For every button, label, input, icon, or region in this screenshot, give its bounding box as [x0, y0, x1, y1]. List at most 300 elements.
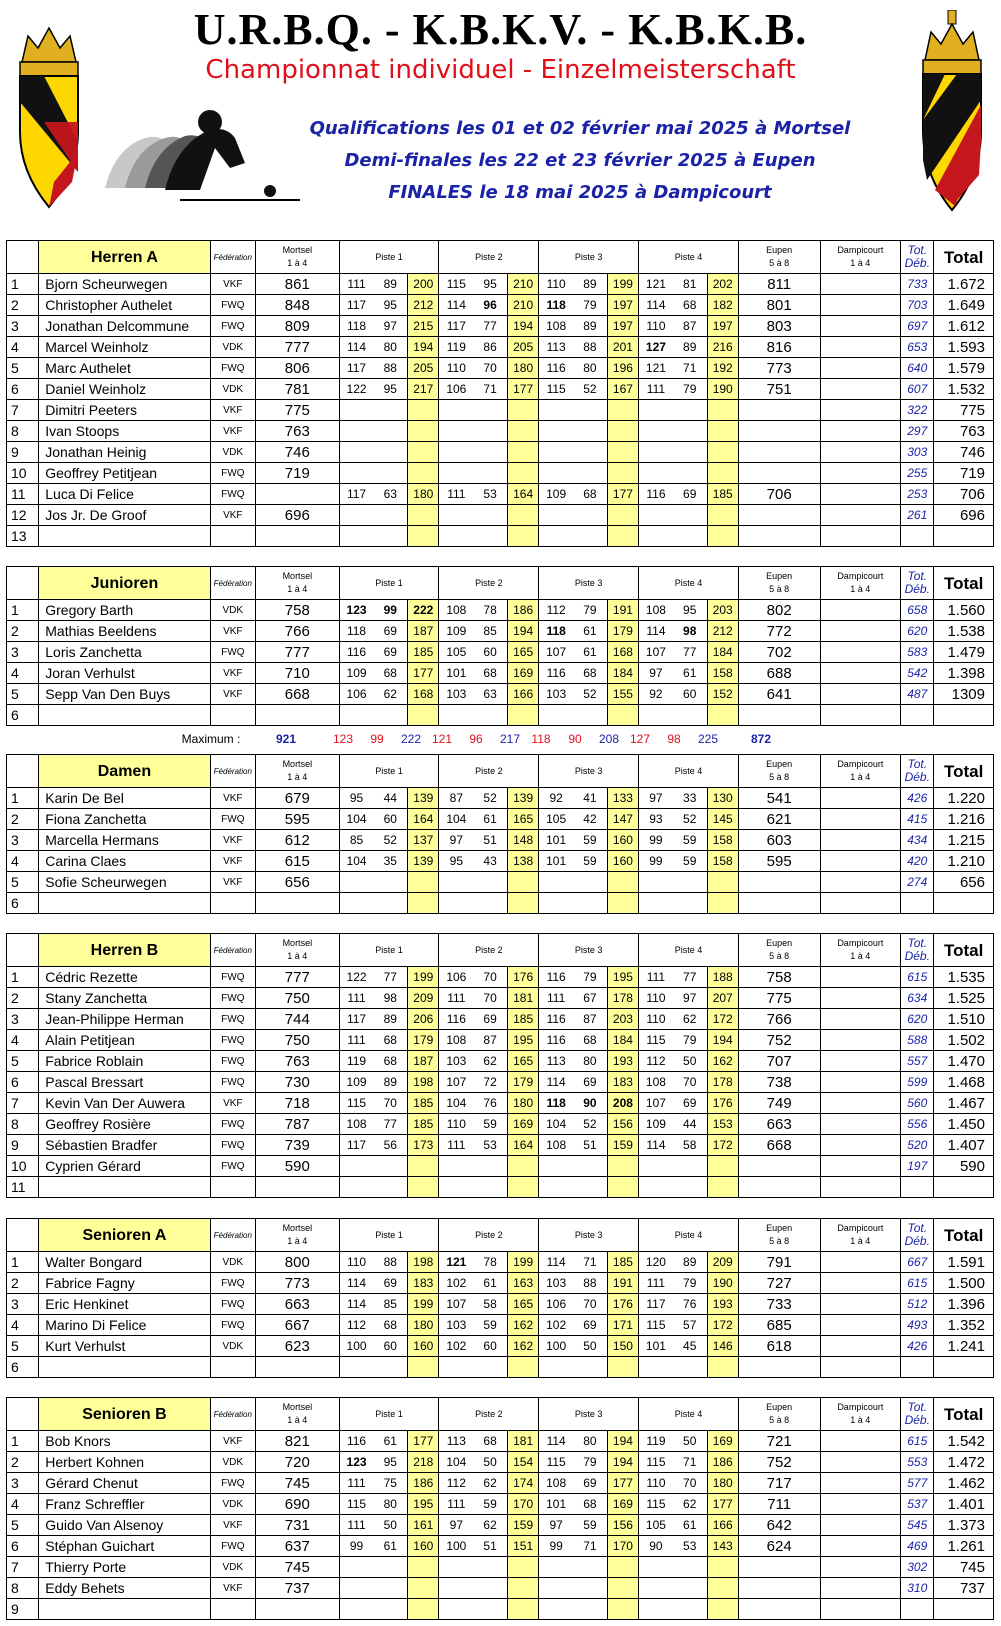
tot-deb-score: 620: [901, 1009, 934, 1030]
header-dampicourt: [820, 567, 901, 600]
piste-subtotal: [707, 1557, 738, 1578]
federation-cell: VKF: [210, 400, 255, 421]
dampicourt-score: [820, 1315, 901, 1336]
piste-score: 42: [573, 809, 607, 830]
piste-score: 111: [339, 1515, 373, 1536]
mortsel-score: [255, 893, 339, 914]
piste-subtotal: 156: [607, 1114, 638, 1135]
piste-score: 50: [473, 1452, 507, 1473]
piste-subtotal: 174: [507, 1473, 538, 1494]
eupen-score: 802: [738, 600, 820, 621]
dampicourt-score: [820, 1515, 901, 1536]
piste-subtotal: [707, 505, 738, 526]
header-eupen-text: Eupen: [766, 245, 793, 255]
player-name: [39, 1357, 210, 1378]
header-piste3-text: Piste 3: [574, 1229, 603, 1240]
piste-score: [373, 400, 407, 421]
piste-score: 115: [439, 274, 473, 295]
tot-deb-score: 542: [901, 663, 934, 684]
piste-score: [473, 1578, 507, 1599]
piste-score: 119: [439, 337, 473, 358]
total-score: [934, 526, 994, 547]
piste-score: [339, 463, 373, 484]
tot-deb-score: 469: [901, 1536, 934, 1557]
piste-score: 58: [673, 1135, 707, 1156]
mortsel-score: 739: [255, 1135, 339, 1156]
piste-score: 119: [639, 1431, 673, 1452]
piste-score: 79: [573, 967, 607, 988]
piste-subtotal: 148: [507, 830, 538, 851]
total-score: 775: [934, 400, 994, 421]
federation-cell: FWQ: [210, 1051, 255, 1072]
total-score: 1.407: [934, 1135, 994, 1156]
eupen-score: [738, 421, 820, 442]
piste-score: 115: [639, 1030, 673, 1051]
piste-score: 89: [373, 1009, 407, 1030]
piste-score: 117: [339, 1009, 373, 1030]
piste-score: [473, 872, 507, 893]
maximum-value: 222: [400, 732, 422, 746]
total-score: 656: [934, 872, 994, 893]
header-mortsel-text: Mortsel: [282, 1402, 313, 1412]
mortsel-score: 773: [255, 1273, 339, 1294]
player-name: Jonathan Delcommune: [39, 316, 210, 337]
player-name: Jos Jr. De Groof: [39, 505, 210, 526]
piste-score: 72: [473, 1072, 507, 1093]
piste-score: 61: [573, 642, 607, 663]
eupen-score: [738, 1557, 820, 1578]
header-mortsel-text: Mortsel: [282, 938, 313, 948]
player-name: Franz Schreffler: [39, 1494, 210, 1515]
piste-score: 110: [639, 316, 673, 337]
tot-deb-score: 615: [901, 967, 934, 988]
player-name: [39, 1177, 210, 1198]
piste-subtotal: [607, 1578, 638, 1599]
piste-score: [539, 421, 573, 442]
federation-cell: VKF: [210, 1431, 255, 1452]
table-row: [7, 295, 994, 316]
player-name: Pascal Bressart: [39, 1072, 210, 1093]
piste-score: 88: [573, 337, 607, 358]
header-tot-deb-text: Déb.: [904, 582, 930, 596]
piste-score: 95: [673, 600, 707, 621]
header-federation-text: Fédération: [213, 578, 252, 588]
dampicourt-score: [820, 621, 901, 642]
total-score: 1.210: [934, 851, 994, 872]
piste-score: 60: [373, 1336, 407, 1357]
piste-score: [573, 1578, 607, 1599]
piste-score: [439, 1156, 473, 1177]
piste-score: [673, 1578, 707, 1599]
player-name: Gérard Chenut: [39, 1473, 210, 1494]
mortsel-score: 781: [255, 379, 339, 400]
rank-cell: 13: [7, 526, 39, 547]
piste-score: 111: [639, 967, 673, 988]
federation-cell: FWQ: [210, 1135, 255, 1156]
piste-score: 71: [573, 1252, 607, 1273]
piste-subtotal: 168: [607, 642, 638, 663]
player-name: Alain Petitjean: [39, 1030, 210, 1051]
piste-subtotal: [408, 442, 439, 463]
piste-score: [439, 505, 473, 526]
header-piste3-text: Piste 3: [574, 577, 603, 588]
player-name: Geoffrey Rosière: [39, 1114, 210, 1135]
table-row: [7, 1515, 994, 1536]
piste-score: 114: [339, 1273, 373, 1294]
piste-score: 97: [439, 830, 473, 851]
piste-score: 61: [473, 1273, 507, 1294]
header-piste2: [439, 934, 539, 967]
rank-cell: 2: [7, 809, 39, 830]
rank-cell: 4: [7, 851, 39, 872]
piste-subtotal: 159: [507, 1515, 538, 1536]
piste-subtotal: 170: [507, 1494, 538, 1515]
piste-score: 67: [573, 988, 607, 1009]
piste-score: 53: [673, 1536, 707, 1557]
player-name: [39, 526, 210, 547]
federation-cell: VDK: [210, 1252, 255, 1273]
dampicourt-score: [820, 1114, 901, 1135]
player-name: Fiona Zanchetta: [39, 809, 210, 830]
tot-deb-score: 607: [901, 379, 934, 400]
piste-score: 62: [373, 684, 407, 705]
rank-cell: 5: [7, 1515, 39, 1536]
table-row: [7, 1114, 994, 1135]
piste-score: 87: [439, 788, 473, 809]
header-eupen-text: Eupen: [766, 1223, 793, 1233]
mortsel-score: [255, 484, 339, 505]
piste-score: 69: [673, 1093, 707, 1114]
piste-score: 112: [439, 1473, 473, 1494]
piste-subtotal: 179: [507, 1072, 538, 1093]
rank-cell: 11: [7, 484, 39, 505]
table-row: [7, 1294, 994, 1315]
eupen-score: 541: [738, 788, 820, 809]
piste-subtotal: 163: [507, 1273, 538, 1294]
piste-score: 80: [373, 337, 407, 358]
piste-score: 101: [639, 1336, 673, 1357]
rank-cell: 2: [7, 621, 39, 642]
piste-subtotal: 166: [707, 1515, 738, 1536]
piste-score: 114: [539, 1431, 573, 1452]
piste-score: 80: [573, 358, 607, 379]
header-tot-deb: [901, 1219, 934, 1252]
table-row: [7, 705, 994, 726]
dampicourt-score: [820, 1135, 901, 1156]
category-title: [39, 934, 210, 967]
piste-score: [373, 1156, 407, 1177]
rank-cell: 7: [7, 1557, 39, 1578]
dampicourt-score: [820, 600, 901, 621]
piste-score: 87: [473, 1030, 507, 1051]
piste-subtotal: 207: [707, 988, 738, 1009]
piste-score: [473, 421, 507, 442]
piste-score: [573, 442, 607, 463]
piste-subtotal: 173: [408, 1135, 439, 1156]
piste-score: [373, 505, 407, 526]
piste-score: 79: [673, 379, 707, 400]
results-table: [6, 1397, 994, 1620]
piste-score: [339, 400, 373, 421]
total-score: 1.467: [934, 1093, 994, 1114]
tot-deb-score: 253: [901, 484, 934, 505]
piste-score: [439, 1177, 473, 1198]
piste-subtotal: 208: [607, 1093, 638, 1114]
piste-score: [673, 463, 707, 484]
header-total: [934, 241, 994, 274]
total-score: 1.612: [934, 316, 994, 337]
piste-subtotal: 195: [507, 1030, 538, 1051]
piste-subtotal: [607, 400, 638, 421]
piste-subtotal: 201: [607, 337, 638, 358]
piste-score: 77: [373, 967, 407, 988]
piste-score: 95: [373, 295, 407, 316]
header-piste3: [539, 241, 639, 274]
rank-cell: 10: [7, 1156, 39, 1177]
piste-score: [373, 1599, 407, 1620]
total-score: 1.470: [934, 1051, 994, 1072]
player-name: Kevin Van Der Auwera: [39, 1093, 210, 1114]
mortsel-score: 737: [255, 1578, 339, 1599]
mortsel-score: 750: [255, 988, 339, 1009]
header-dampicourt: [820, 934, 901, 967]
piste-score: [539, 705, 573, 726]
piste-subtotal: [507, 400, 538, 421]
maximum-value: 121: [431, 732, 453, 746]
piste-score: [639, 893, 673, 914]
piste-subtotal: [607, 505, 638, 526]
federation-cell: VKF: [210, 421, 255, 442]
header-tot-deb-text: Déb.: [904, 949, 930, 963]
tot-deb-score: 703: [901, 295, 934, 316]
table-row: [7, 316, 994, 337]
piste-subtotal: 177: [507, 379, 538, 400]
tot-deb-score: 553: [901, 1452, 934, 1473]
header-mortsel-text: Mortsel: [282, 759, 313, 769]
player-name: Ivan Stoops: [39, 421, 210, 442]
piste-subtotal: [707, 442, 738, 463]
piste-score: 116: [539, 1009, 573, 1030]
rank-cell: 4: [7, 1494, 39, 1515]
table-row: [7, 484, 994, 505]
piste-score: 103: [539, 684, 573, 705]
piste-score: [639, 1578, 673, 1599]
tot-deb-score: 310: [901, 1578, 934, 1599]
piste-subtotal: 185: [607, 1252, 638, 1273]
total-score: 1.535: [934, 967, 994, 988]
piste-score: [473, 400, 507, 421]
header-piste4: [639, 1398, 739, 1431]
piste-score: 53: [473, 484, 507, 505]
piste-subtotal: [507, 1357, 538, 1378]
header-mortsel-text: 1 à 4: [287, 258, 308, 268]
piste-subtotal: [507, 463, 538, 484]
piste-score: [473, 442, 507, 463]
piste-subtotal: [607, 1177, 638, 1198]
piste-subtotal: 199: [408, 1294, 439, 1315]
federation-cell: VKF: [210, 1578, 255, 1599]
dampicourt-score: [820, 1336, 901, 1357]
piste-score: 89: [573, 274, 607, 295]
eupen-score: [738, 400, 820, 421]
header-federation-text: Fédération: [213, 766, 252, 776]
table-row: [7, 600, 994, 621]
header-piste3-text: Piste 3: [574, 944, 603, 955]
rank-cell: 6: [7, 1357, 39, 1378]
dampicourt-score: [820, 893, 901, 914]
category-title-text: Herren B: [90, 941, 159, 959]
piste-score: [673, 421, 707, 442]
piste-subtotal: 151: [507, 1536, 538, 1557]
piste-score: 75: [373, 1473, 407, 1494]
piste-score: 77: [473, 316, 507, 337]
rank-cell: 5: [7, 1336, 39, 1357]
piste-score: 106: [539, 1294, 573, 1315]
total-score: 1.373: [934, 1515, 994, 1536]
mortsel-score: 821: [255, 1431, 339, 1452]
federation-cell: FWQ: [210, 316, 255, 337]
piste-subtotal: 198: [408, 1252, 439, 1273]
piste-subtotal: 138: [507, 851, 538, 872]
federation-cell: FWQ: [210, 484, 255, 505]
tot-deb-score: 420: [901, 851, 934, 872]
piste-score: 68: [573, 663, 607, 684]
piste-subtotal: [408, 1357, 439, 1378]
piste-subtotal: [408, 1557, 439, 1578]
piste-score: 69: [373, 1273, 407, 1294]
piste-score: [539, 400, 573, 421]
mortsel-score: [255, 526, 339, 547]
piste-subtotal: 185: [507, 1009, 538, 1030]
tot-deb-score: 634: [901, 988, 934, 1009]
piste-subtotal: [707, 1599, 738, 1620]
piste-score: 89: [673, 337, 707, 358]
tot-deb-score: 545: [901, 1515, 934, 1536]
total-score: 1.542: [934, 1431, 994, 1452]
federation-cell: VKF: [210, 621, 255, 642]
piste-subtotal: [607, 1357, 638, 1378]
rank-cell: 4: [7, 1030, 39, 1051]
piste-subtotal: [607, 442, 638, 463]
dampicourt-score: [820, 1009, 901, 1030]
piste-score: 106: [339, 684, 373, 705]
piste-score: 114: [639, 621, 673, 642]
rank-cell: 3: [7, 316, 39, 337]
dampicourt-score: [820, 316, 901, 337]
piste-subtotal: 139: [408, 788, 439, 809]
header-rank: [7, 1398, 39, 1431]
piste-score: 107: [639, 642, 673, 663]
header-mortsel: [255, 567, 339, 600]
eupen-score: 603: [738, 830, 820, 851]
piste-subtotal: 158: [707, 663, 738, 684]
dampicourt-score: [820, 988, 901, 1009]
piste-score: 101: [539, 851, 573, 872]
piste-subtotal: [507, 872, 538, 893]
total-score: 1.462: [934, 1473, 994, 1494]
piste-subtotal: 159: [607, 1135, 638, 1156]
header-piste1: [339, 755, 439, 788]
piste-score: [373, 421, 407, 442]
piste-score: [539, 1578, 573, 1599]
table-row: [7, 1473, 994, 1494]
header-federation: [210, 1219, 255, 1252]
total-score: 1.261: [934, 1536, 994, 1557]
header-tot-deb-text: Tot.: [907, 569, 928, 583]
federation-cell: FWQ: [210, 1473, 255, 1494]
piste-score: [473, 1357, 507, 1378]
piste-score: 107: [639, 1093, 673, 1114]
piste-subtotal: 203: [707, 600, 738, 621]
mortsel-score: 861: [255, 274, 339, 295]
total-score: 1.510: [934, 1009, 994, 1030]
piste-score: [639, 872, 673, 893]
table-row: [7, 1030, 994, 1051]
piste-score: 69: [373, 621, 407, 642]
piste-subtotal: 194: [707, 1030, 738, 1051]
piste-score: [339, 1156, 373, 1177]
player-name: Geoffrey Petitjean: [39, 463, 210, 484]
player-name: Mathias Beeldens: [39, 621, 210, 642]
header-dampicourt-text: Dampicourt: [837, 938, 884, 948]
player-name: Marcel Weinholz: [39, 337, 210, 358]
table-row: [7, 988, 994, 1009]
eupen-score: 624: [738, 1536, 820, 1557]
piste-subtotal: 205: [507, 337, 538, 358]
dampicourt-score: [820, 830, 901, 851]
rank-cell: 10: [7, 463, 39, 484]
tot-deb-score: 537: [901, 1494, 934, 1515]
tot-deb-score: 512: [901, 1294, 934, 1315]
piste-score: 50: [673, 1051, 707, 1072]
piste-score: [573, 872, 607, 893]
piste-subtotal: [408, 893, 439, 914]
piste-score: 116: [539, 1030, 573, 1051]
piste-score: 68: [573, 1494, 607, 1515]
table-row: [7, 1051, 994, 1072]
header-piste4-text: Piste 4: [674, 251, 703, 262]
piste-score: 70: [673, 1473, 707, 1494]
dampicourt-score: [820, 1357, 901, 1378]
piste-score: 89: [373, 1072, 407, 1093]
piste-subtotal: [607, 705, 638, 726]
eupen-score: 702: [738, 642, 820, 663]
federation-cell: VKF: [210, 1515, 255, 1536]
tot-deb-score: [901, 1177, 934, 1198]
piste-score: 44: [673, 1114, 707, 1135]
player-name: Jonathan Heinig: [39, 442, 210, 463]
header-piste1-text: Piste 1: [375, 944, 403, 955]
piste-subtotal: 162: [707, 1051, 738, 1072]
rank-cell: 9: [7, 1135, 39, 1156]
mortsel-score: 719: [255, 463, 339, 484]
rank-cell: 4: [7, 1315, 39, 1336]
header-piste2: [439, 1398, 539, 1431]
piste-score: [373, 1357, 407, 1378]
header-piste2-text: Piste 2: [475, 1229, 503, 1240]
piste-subtotal: 194: [607, 1431, 638, 1452]
piste-score: [639, 505, 673, 526]
piste-subtotal: 184: [707, 642, 738, 663]
piste-score: 50: [373, 1515, 407, 1536]
maximum-value: 225: [697, 732, 719, 746]
piste-score: 71: [673, 1452, 707, 1473]
rank-cell: 12: [7, 505, 39, 526]
total-score: 1.398: [934, 663, 994, 684]
mortsel-score: 731: [255, 1515, 339, 1536]
federation-cell: VKF: [210, 1093, 255, 1114]
dampicourt-score: [820, 400, 901, 421]
